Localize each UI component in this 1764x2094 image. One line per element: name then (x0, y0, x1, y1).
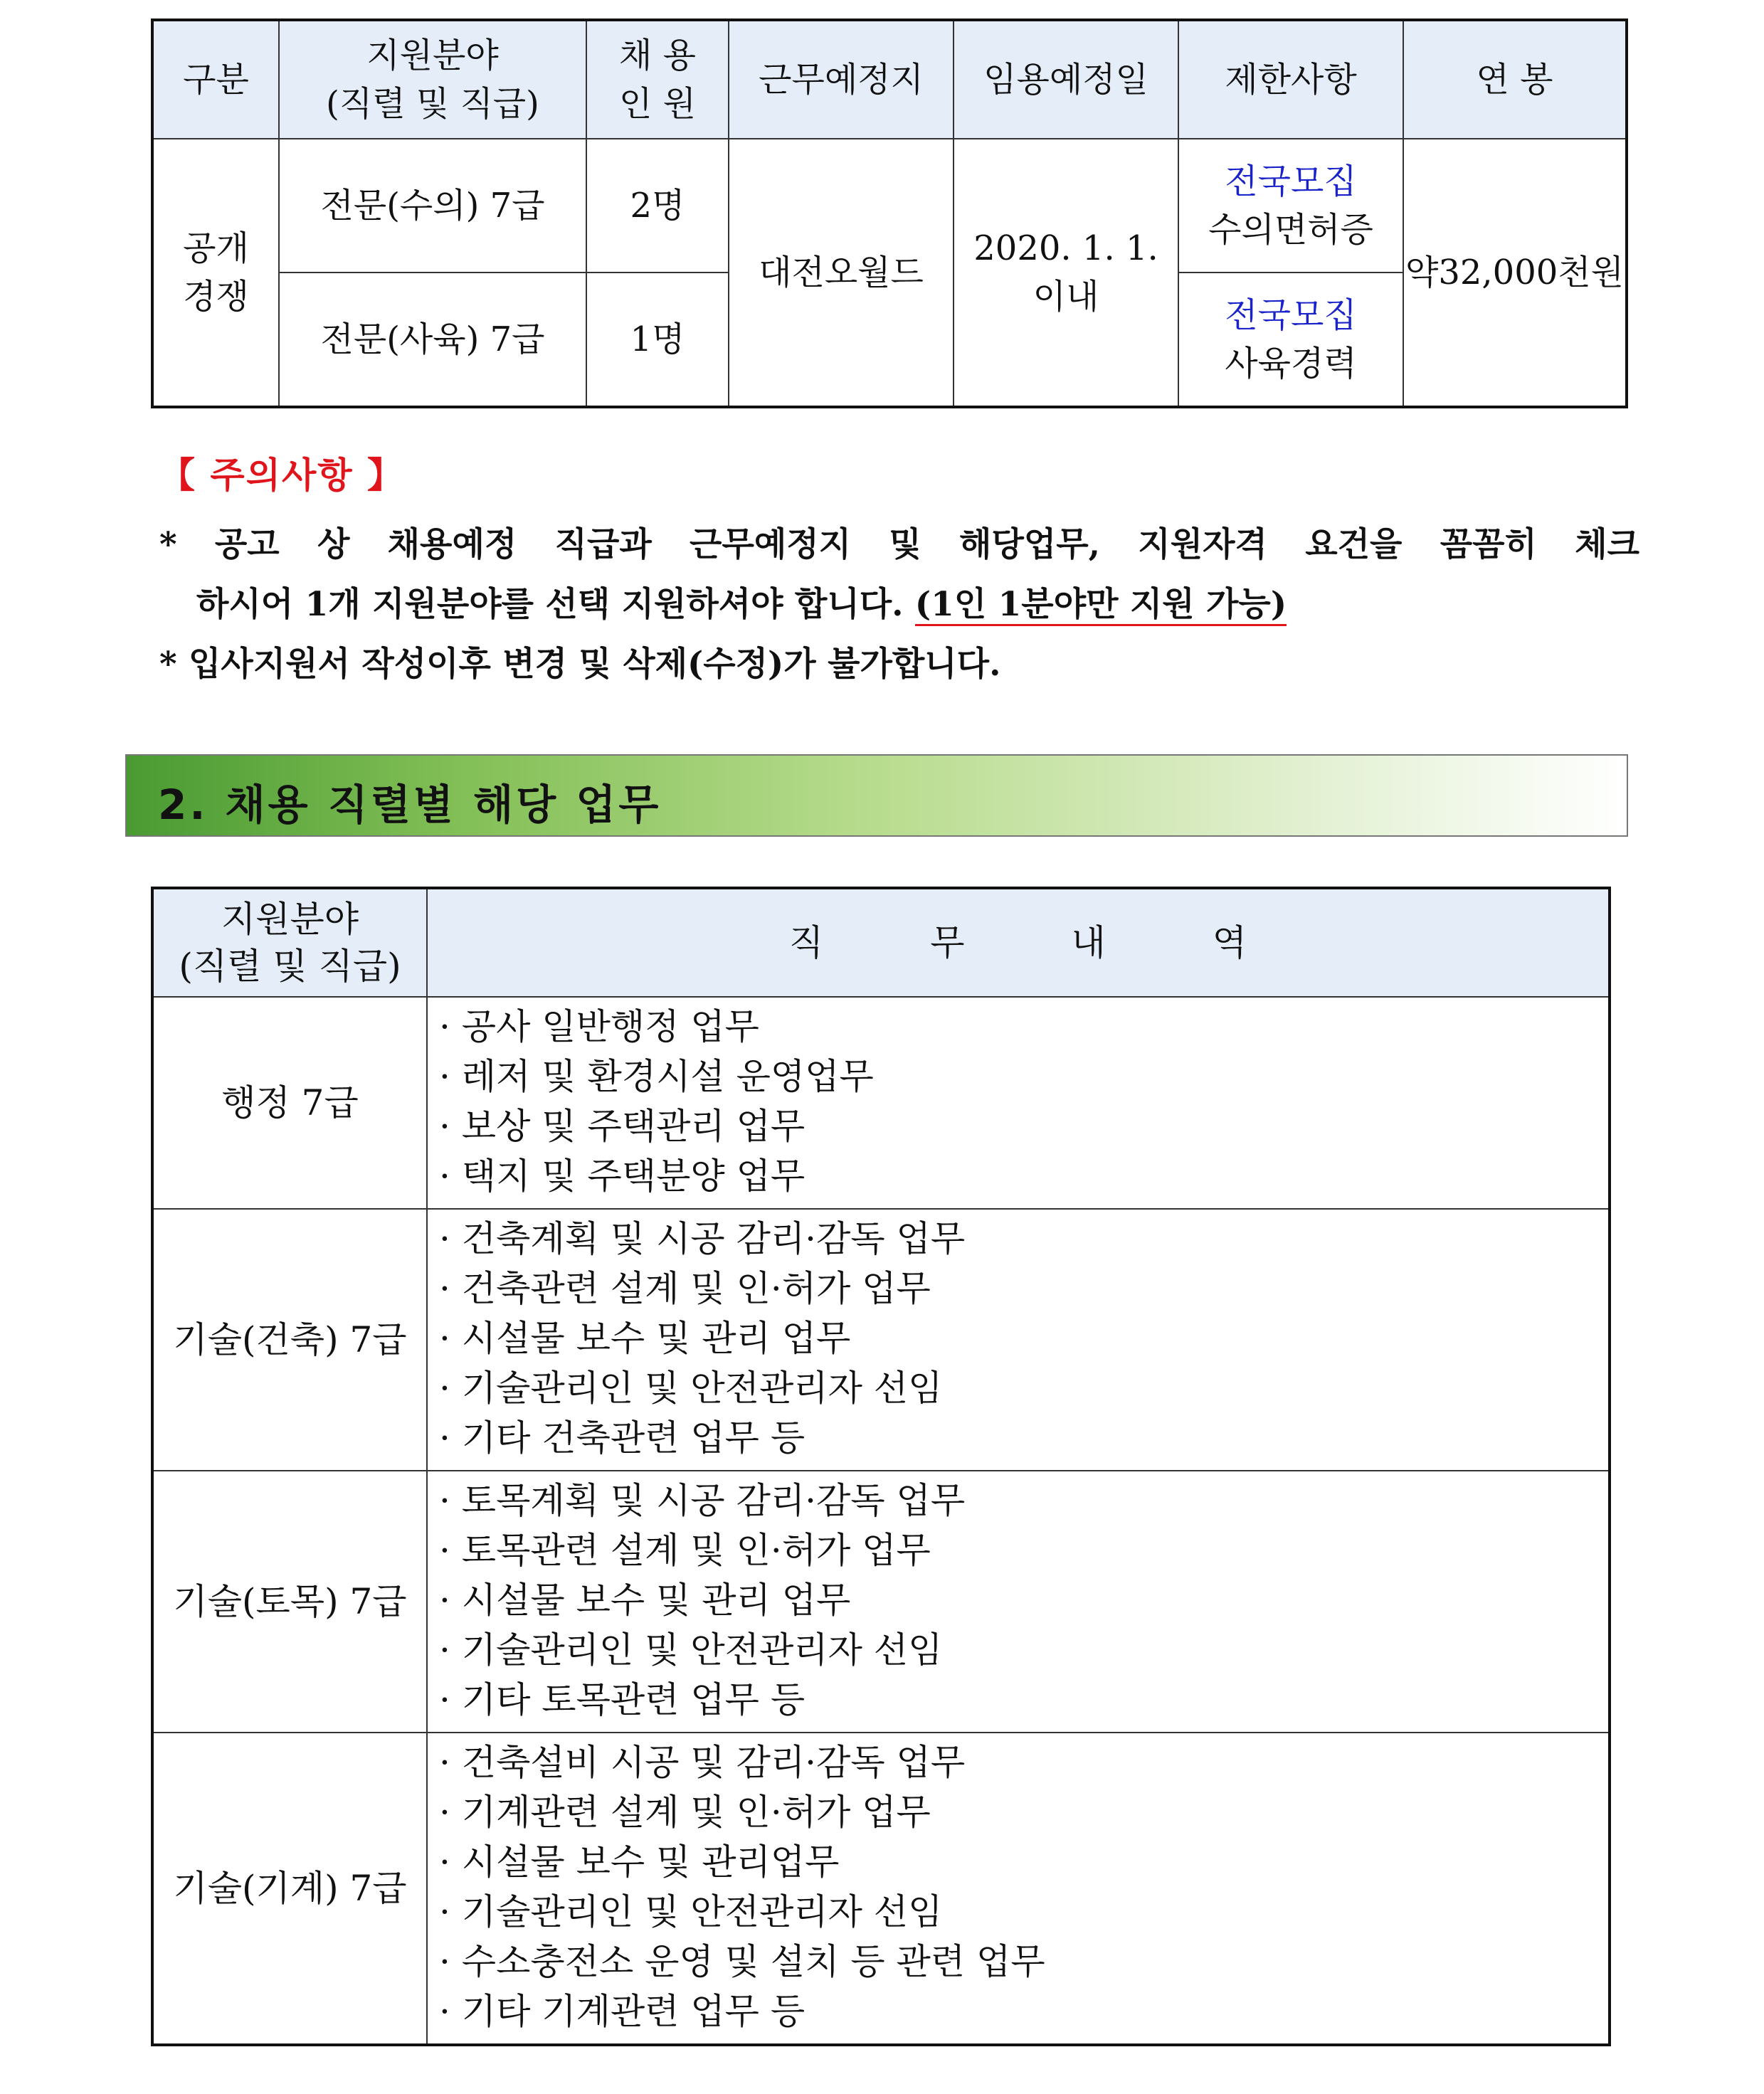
notice-line-1-text: 하시어 1개 지원분야를 선택 지원하셔야 합니다. (196, 585, 915, 624)
count-cell: 2명 (586, 139, 729, 273)
duties-cell (427, 997, 1610, 1209)
header-count (586, 20, 729, 139)
header-field (279, 20, 586, 139)
location-cell: 대전오월드 (729, 139, 954, 407)
list-item: · 시설물 보수 및 관리 업무 (439, 1318, 851, 1359)
header-date: 임용예정일 (954, 20, 1178, 139)
recruitment-table (151, 18, 1628, 408)
list-item: · 기타 건축관련 업무 등 (439, 1417, 806, 1459)
table-row (152, 139, 1627, 273)
field-cell: 행정 7급 (152, 997, 427, 1209)
list-item: · 택지 및 주택분양 업무 (439, 1156, 806, 1197)
list-item: · 수소충전소 운영 및 설치 등 관련 업무 (439, 1941, 1045, 1982)
header-count-line2: 인 원 (619, 84, 696, 124)
list-item: · 기술관리인 및 안전관리자 선임 (439, 1629, 943, 1671)
list-item: · 건축관련 설계 및 인·허가 업무 (439, 1268, 931, 1309)
list-item: · 기술관리인 및 안전관리자 선임 (439, 1891, 943, 1932)
restriction-cell (1178, 273, 1403, 407)
category-line2: 경쟁 (183, 277, 249, 317)
restriction-scope: 전국모집 (1225, 295, 1357, 335)
field-cell: 기술(기계) 7급 (152, 1733, 427, 2045)
header-field-line1: 지원분야 (221, 899, 359, 940)
header-field (152, 888, 427, 997)
list-item: · 레저 및 환경시설 운영업무 (439, 1056, 874, 1097)
category-line1: 공개 (183, 228, 249, 268)
header-field-line2: (직렬 및 직급) (179, 946, 401, 987)
list-item: · 토목관련 설계 및 인·허가 업무 (439, 1530, 931, 1571)
header-salary: 연 봉 (1403, 20, 1627, 139)
notice-title: 【 주의사항 】 (159, 455, 405, 496)
duties-cell (427, 1471, 1610, 1733)
category-cell (152, 139, 279, 407)
section-heading-bar (125, 754, 1628, 837)
field-cell: 전문(수의) 7급 (279, 139, 586, 273)
header-field-line1: 지원분야 (366, 36, 499, 75)
date-cell (954, 139, 1178, 407)
list-item: · 시설물 보수 및 관리업무 (439, 1841, 840, 1883)
duties-table (151, 887, 1611, 2046)
list-item: · 기타 기계관련 업무 등 (439, 1991, 806, 2032)
header-location: 근무예정지 (729, 20, 954, 139)
notice-emphasis: (1인 1분야만 지원 가능) (915, 585, 1287, 626)
header-count-line1: 채 용 (619, 36, 696, 75)
list-item: · 건축계획 및 시공 감리·감독 업무 (439, 1218, 966, 1259)
header-duties (427, 888, 1610, 997)
list-item: · 기타 토목관련 업무 등 (439, 1679, 806, 1720)
table-row (152, 1209, 1610, 1471)
restriction-scope: 전국모집 (1225, 162, 1357, 201)
table-row (152, 997, 1610, 1209)
date-line2: 이내 (1032, 277, 1099, 317)
restriction-detail: 수의면허증 (1208, 210, 1373, 250)
date-line1: 2020. 1. 1. (973, 228, 1158, 268)
notice-line-2: * 입사지원서 작성이후 변경 및 삭제(수정)가 불가합니다. (159, 645, 1001, 684)
list-item: · 기계관련 설계 및 인·허가 업무 (439, 1792, 931, 1833)
notice-line-1-continued (196, 575, 1287, 635)
field-cell: 기술(건축) 7급 (152, 1209, 427, 1471)
table-row (152, 1471, 1610, 1733)
duties-cell (427, 1733, 1610, 2045)
list-item: · 건축설비 시공 및 감리·감독 업무 (439, 1742, 966, 1783)
duties-cell (427, 1209, 1610, 1471)
notice-section (159, 447, 1639, 684)
header-restriction: 제한사항 (1178, 20, 1403, 139)
header-duties-label: 직무내역 (788, 922, 1354, 963)
notice-line-1: * 공고 상 채용예정 직급과 근무예정지 및 해당업무, 지원자격 요건을 꼼꼼히 체크 (159, 525, 1639, 564)
header-category: 구분 (152, 20, 279, 139)
list-item: · 보상 및 주택관리 업무 (439, 1106, 806, 1147)
restriction-detail: 사육경력 (1225, 344, 1357, 384)
table-header-row (152, 888, 1610, 997)
field-cell: 전문(사육) 7급 (279, 273, 586, 407)
table-header-row (152, 20, 1627, 139)
list-item: · 기술관리인 및 안전관리자 선임 (439, 1368, 943, 1409)
salary-cell: 약32,000천원 (1403, 139, 1627, 407)
list-item: · 공사 일반행정 업무 (439, 1006, 759, 1047)
count-cell: 1명 (586, 273, 729, 407)
table-row (152, 1733, 1610, 2045)
list-item: · 토목계획 및 시공 감리·감독 업무 (439, 1480, 966, 1521)
list-item: · 시설물 보수 및 관리 업무 (439, 1580, 851, 1621)
header-field-line2: (직렬 및 직급) (326, 84, 539, 124)
field-cell: 기술(토목) 7급 (152, 1471, 427, 1733)
section-title: 2. 채용 직렬별 해당 업무 (158, 781, 662, 829)
restriction-cell (1178, 139, 1403, 273)
